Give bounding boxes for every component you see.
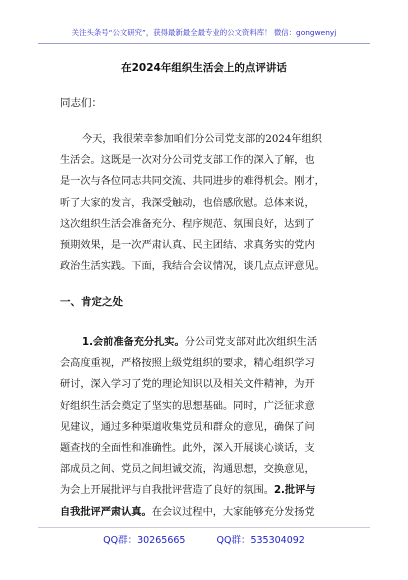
point1-text: 分公司党支部对此次组织生活 bbox=[184, 337, 318, 348]
intro-paragraph bbox=[60, 129, 350, 277]
intro-line: 听了大家的发言，我深受触动，也倍感欣慰。总体来说， bbox=[60, 197, 315, 209]
greeting: 同志们： bbox=[60, 97, 102, 109]
point2-line bbox=[60, 502, 350, 523]
body-line: 会高度重视，严格按照上级党组织的要求，精心组织学习 bbox=[60, 358, 315, 370]
document-title: 在2024年组织生活会上的点评讲话 bbox=[121, 62, 287, 74]
intro-line: 生活会。这既是一次对分公司党支部工作的深入了解，也 bbox=[60, 155, 315, 167]
intro-line: 是一次与各位同志共同交流、共同进步的难得机会。刚才， bbox=[60, 176, 325, 188]
body-line: 题查找的全面性和准确性。此外，深入开展谈心谈话，支 bbox=[60, 443, 315, 455]
body-paragraph bbox=[60, 332, 350, 523]
point2-line bbox=[60, 480, 350, 501]
body-line: 好组织生活会奠定了坚实的思想基础。同时，广泛征求意 bbox=[60, 400, 315, 412]
point1-line bbox=[60, 332, 350, 353]
footer bbox=[0, 532, 408, 546]
intro-line: 预期效果，是一次严肃认真、民主团结、求真务实的党内 bbox=[60, 240, 315, 252]
qq-group-2: QQ群：535304092 bbox=[216, 535, 305, 546]
body-line: 见建议，通过多种渠道收集党员和群众的意见，确保了问 bbox=[60, 421, 315, 433]
body-line: 部成员之间、党员之间坦诚交流，沟通思想，交换意见， bbox=[60, 464, 315, 476]
header-divider bbox=[38, 43, 370, 44]
intro-line: 今天，我很荣幸参加咱们分公司党支部的2024年组织 bbox=[82, 134, 322, 145]
point2-label: 2.批评与 bbox=[273, 485, 316, 497]
intro-line: 这次组织生活会准备充分、程序规范、氛围良好，达到了 bbox=[60, 218, 315, 230]
point2-text: 在会议过程中，大家能够充分发扬党 bbox=[151, 506, 315, 518]
intro-line: 政治生活实践。下面，我结合会议情况，谈几点点评意见。 bbox=[60, 261, 325, 273]
body-line: 研讨，深入学习了党的理论知识以及相关文件精神，为开 bbox=[60, 379, 315, 391]
point1-label: 1.会前准备充分扎实。 bbox=[82, 337, 185, 348]
header-banner: 关注头条号“公文研究”，获得最新最全最专业的公文资料库！ 微信：gongwenyj bbox=[71, 28, 337, 37]
body-text: 为会上开展批评与自我批评营造了良好的氛围。 bbox=[60, 485, 274, 497]
point2-label: 自我批评严肃认真。 bbox=[60, 506, 152, 518]
footer-divider bbox=[38, 527, 370, 528]
section-heading: 一、肯定之处 bbox=[60, 296, 123, 308]
qq-group-1: QQ群：30265665 bbox=[103, 535, 186, 546]
